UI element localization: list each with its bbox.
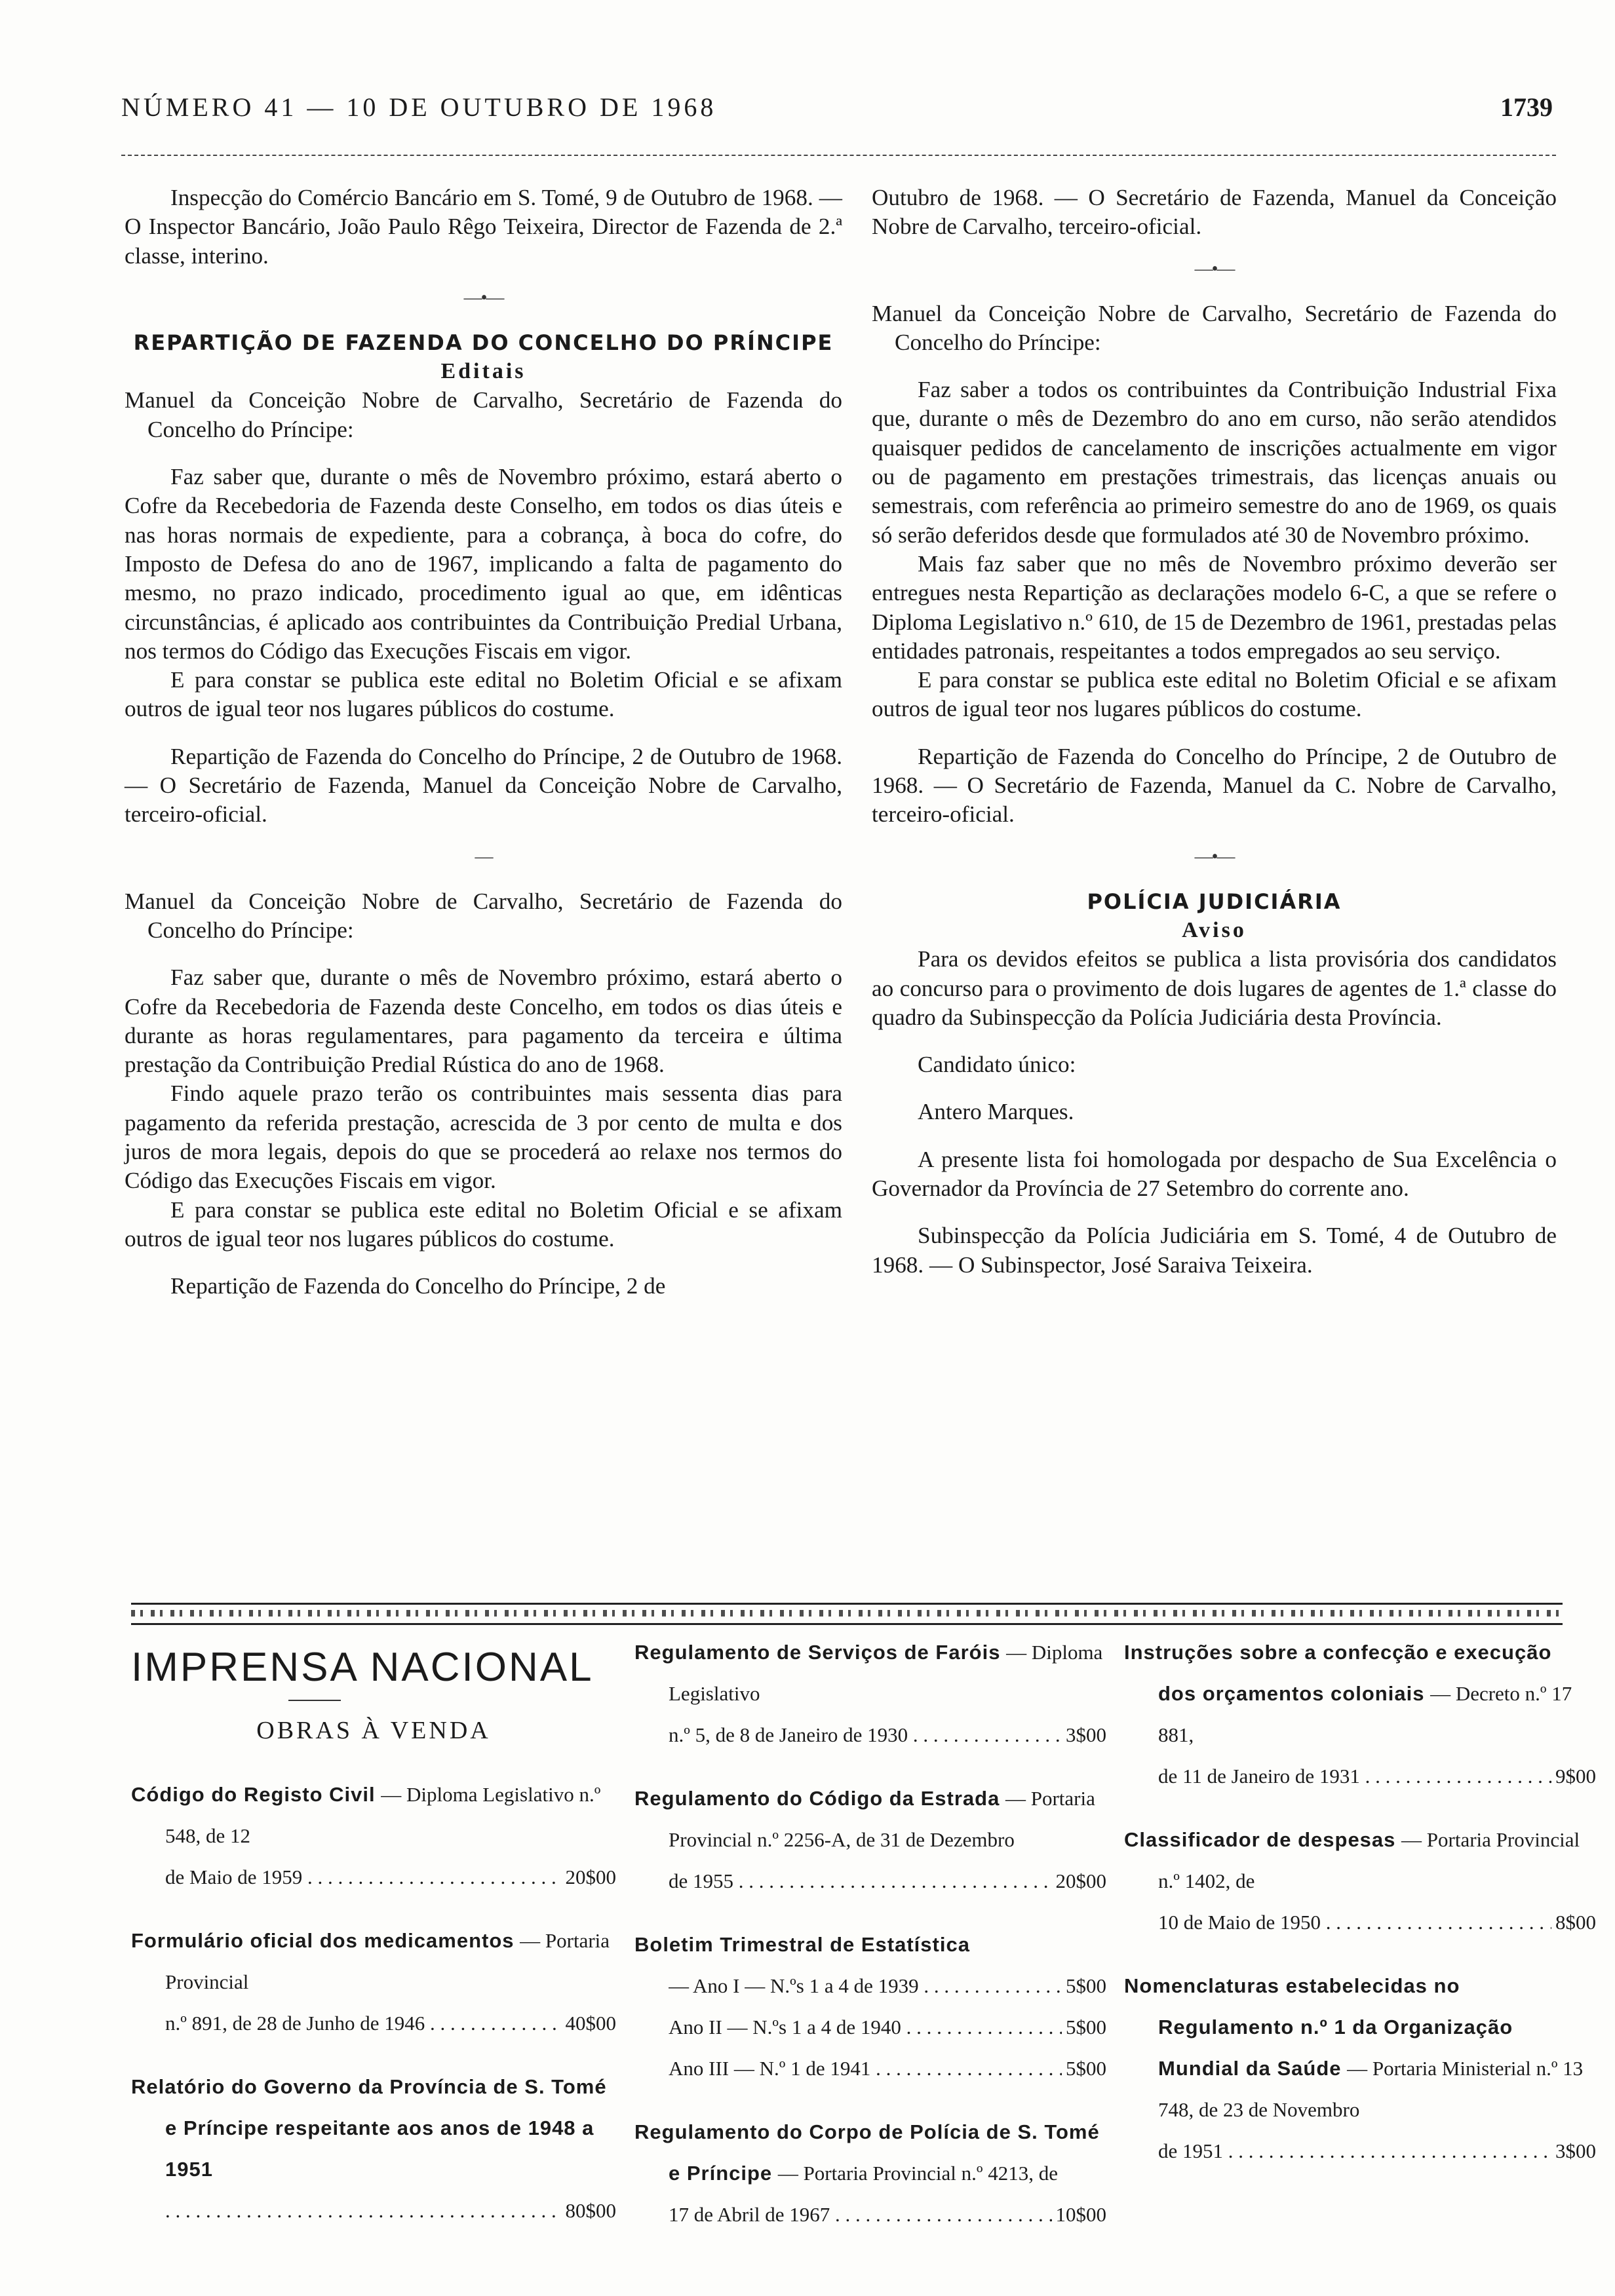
issue-line: NÚMERO 41 — 10 DE OUTUBRO DE 1968 — [121, 92, 717, 122]
listing-title: Boletim Trimestral de Estatística — [634, 1933, 970, 1956]
listing-title: Classificador de despesas — [1124, 1828, 1396, 1851]
aviso-candidate-label: Candidato único: — [918, 1052, 1076, 1078]
edital3-body2: Mais faz saber que no mês de Novembro próximo deverão ser entregues nesta Repartição as declarações modelo 6-C, a que se refere o Diploma Legislativo n.º 610, de 15 de Dezembro de 1961, prestadas pelas entidades patronais, respeitantes a todos empregados ao seu serviço. — [872, 550, 1557, 664]
page-header — [121, 92, 1553, 124]
listing-item: de 1955 . . . — [669, 1860, 1052, 1902]
listing-desc: — Portaria Provincial — [165, 1929, 610, 1993]
ornament-band — [131, 1603, 1563, 1625]
edital2-opening: Manuel da Conceição Nobre de Carvalho, Secretário de Fazenda do Concelho do Príncipe: — [125, 888, 842, 943]
listing-desc: — Portaria Ministerial n.º 13 748, de 23 de Novembro — [1158, 2057, 1584, 2121]
listing-title: Instruções sobre a confecção e execução dos orçamentos coloniais — [1124, 1641, 1552, 1705]
listing-price: 5$00 — [1066, 2057, 1106, 2080]
listing-price: 10$00 — [1055, 2203, 1106, 2226]
ad-column-2 — [634, 1632, 1106, 2257]
listing-title: Nomenclaturas estabelecidas no Regulamento n.º 1 da Organização Mundial da Saúde — [1124, 1974, 1513, 2080]
ornament-divider: ―•― — [1194, 846, 1234, 867]
aviso-body: Para os devidos efeitos se publica a lista provisória dos candidatos ao concurso para o provimento de dois lugares de agentes de 1.ª classe do quadro da Subinspecção da Polícia Judiciária desta Província. — [872, 946, 1557, 1030]
listing-item: n.º 5, de 8 de Janeiro de 1930 . . . — [669, 1714, 1062, 1755]
ornament-divider: ―•― — [463, 287, 503, 308]
listing-item: 17 de Abril de 1967 . . . — [669, 2194, 1052, 2235]
listing — [634, 2111, 1106, 2235]
listing-price: 80$00 — [565, 2199, 616, 2222]
listing-price: 8$00 — [1555, 1911, 1596, 1934]
listing — [131, 2066, 616, 2231]
signature-continuation: Outubro de 1968. — O Secretário de Fazenda, Manuel da Conceição Nobre de Carvalho, terceiro-oficial. — [872, 185, 1557, 240]
section-subtitle-aviso: Aviso — [1182, 917, 1247, 942]
listing-price: 40$00 — [565, 2012, 616, 2035]
listing-title: Regulamento do Corpo de Polícia de S. Tomé e Príncipe — [634, 2120, 1100, 2185]
listing-item: Ano II — N.ºs 1 a 4 de 1940 . . . — [669, 2006, 1062, 2048]
publisher-name: IMPRENSA NACIONAL — [131, 1645, 594, 1690]
right-column — [872, 183, 1557, 1280]
ad-subtitle: OBRAS À VENDA — [256, 1717, 491, 1744]
ad-column-3 — [1124, 1632, 1596, 2194]
ad-column-1 — [131, 1632, 616, 2253]
listing — [634, 1632, 1106, 1755]
listing-title: Formulário oficial dos medicamentos — [131, 1929, 515, 1952]
edital3-signature: Repartição de Fazenda do Concelho do Príncipe, 2 de Outubro de 1968. — O Secretário de Fazenda, Manuel da C. Nobre de Carvalho, terceiro-oficial. — [872, 743, 1557, 828]
edital2-body2: Findo aquele prazo terão os contribuintes mais sessenta dias para pagamento da referida prestação, acrescida de 3 por cento de multa e dos juros de mora legais, depois do que se procederá ao relaxe nos termos do Código das Execuções Fiscais em vigor. — [125, 1081, 842, 1194]
aviso-signature: Subinspecção da Polícia Judiciária em S. Tomé, 4 de Outubro de 1968. — O Subinspector, José Saraiva Teixeira. — [872, 1223, 1557, 1278]
header-rule — [121, 155, 1556, 156]
listing-item: 10 de Maio de 1950 . . . — [1158, 1902, 1551, 1943]
listing — [1124, 1632, 1596, 1797]
listing — [634, 1778, 1106, 1902]
listing — [634, 1924, 1106, 2089]
intro-notice: Inspecção do Comércio Bancário em S. Tomé, 9 de Outubro de 1968. — O Inspector Bancário, João Paulo Rêgo Teixeira, Director de Fazenda de 2.ª classe, interino. — [125, 185, 842, 269]
listing — [131, 1920, 616, 2044]
left-column — [125, 183, 842, 1301]
edital3-body: Faz saber a todos os contribuintes da Contribuição Industrial Fixa que, durante o mês de Dezembro do ano em curso, não serão atendidos quaisquer pedidos de cancelamento de inscrições actualmente em vigor ou de pagamento em prestações trimestrais, das licenças anuais ou semestrais, com referência ao primeiro semestre do ano de 1969, os quais só serão deferidos desde que formulados até 30 de Novembro próximo. — [872, 377, 1557, 548]
listing-title: Relatório do Governo da Província de S. Tomé e Príncipe respeitante aos anos de 1948 a 1951 — [131, 2075, 607, 2181]
listing-price: 9$00 — [1555, 1765, 1596, 1788]
listing-price: 3$00 — [1066, 1723, 1106, 1746]
edital2-signature-start: Repartição de Fazenda do Concelho do Príncipe, 2 de — [170, 1273, 666, 1299]
listing-desc: — Diploma Legislativo n.º 548, de 12 — [165, 1783, 601, 1847]
listing-item: de Maio de 1959 . . . — [165, 1856, 562, 1898]
page-number: 1739 — [1500, 92, 1553, 122]
publisher-rule — [288, 1700, 341, 1701]
section-subtitle-editais: Editais — [440, 359, 526, 384]
listing-item: Ano III — N.º 1 de 1941 . . . — [669, 2048, 1062, 2089]
aviso-homologation: A presente lista foi homologada por despacho de Sua Excelência o Governador da Província de 27 Setembro do corrente ano. — [872, 1146, 1557, 1202]
listing-desc: — Portaria Provincial n.º 2256-A, de 31 de Dezembro — [669, 1787, 1095, 1851]
listing — [1124, 1819, 1596, 1943]
listing-price: 20$00 — [1055, 1869, 1106, 1892]
edital3-opening: Manuel da Conceição Nobre de Carvalho, Secretário de Fazenda do Concelho do Príncipe: — [872, 300, 1557, 355]
edital1-opening: Manuel da Conceição Nobre de Carvalho, Secretário de Fazenda do Concelho do Príncipe: — [125, 387, 842, 442]
edital2-publish: E para constar se publica este edital no Boletim Oficial e se afixam outros de igual teor nos lugares públicos do costume. — [125, 1196, 842, 1252]
listing-desc: — Portaria Provincial n.º 1402, de — [1158, 1828, 1580, 1892]
ornament-divider: —•— — [1194, 258, 1234, 279]
listing-title: Código do Registo Civil — [131, 1783, 376, 1806]
section-title-policia: POLÍCIA JUDICIÁRIA — [1087, 889, 1342, 914]
listing-desc: — Ano I — N.ºs 1 a 4 de 1939 . . . — [669, 1965, 1062, 2006]
listing-item: de 1951 . . . — [1158, 2130, 1551, 2172]
ornament-divider: — — [475, 846, 492, 867]
listing-item: de 11 de Janeiro de 1931 . . . — [1158, 1755, 1551, 1797]
listing-desc: — Decreto n.º 17 881, — [1158, 1682, 1572, 1746]
section-title-reparticao: REPARTIÇÃO DE FAZENDA DO CONCELHO DO PRÍNCIPE — [133, 330, 834, 355]
edital1-publish: E para constar se publica este edital no Boletim Oficial e se afixam outros de igual teor nos lugares públicos do costume. — [125, 667, 842, 722]
listing-title: Regulamento do Código da Estrada — [634, 1787, 1000, 1810]
listing-desc: — Portaria Provincial n.º 4213, de — [777, 2162, 1058, 2185]
ornament-pattern — [131, 1610, 1563, 1617]
listing-price: 20$00 — [565, 1866, 616, 1888]
listing-item: n.º 891, de 28 de Junho de 1946 . . . — [165, 2002, 562, 2044]
edital2-body: Faz saber que, durante o mês de Novembro próximo, estará aberto o Cofre da Recebedoria de Fazenda deste Concelho, em todos os dias úteis e durante as horas regulamentares, para pagamento da terceira e última prestação da Contribuição Predial Rústica do ano de 1968. — [125, 965, 842, 1078]
listing-price: 5$00 — [1066, 1974, 1106, 1997]
listing-price: 3$00 — [1555, 2139, 1596, 2162]
edital1-body: Faz saber que, durante o mês de Novembro próximo, estará aberto o Cofre da Recebedoria de Fazenda deste Conselho, em todos os dias úteis e nas horas normais de expediente, para a cobrança, à boca do cofre, do Imposto de Defesa do ano de 1967, implicando a falta de pagamento do mesmo, no prazo indicado, procedimento igual ao que, em idênticas circunstâncias, é aplicado aos contribuintes da Contribuição Predial Urbana, nos termos do Código das Execuções Fiscais em vigor. — [125, 464, 842, 664]
aviso-candidate: Antero Marques. — [918, 1099, 1074, 1125]
edital1-signature: Repartição de Fazenda do Concelho do Príncipe, 2 de Outubro de 1968. — O Secretário de Fazenda, Manuel da Conceição Nobre de Carvalho, terceiro-oficial. — [125, 743, 842, 828]
listing-price: 5$00 — [1066, 2016, 1106, 2038]
listing-desc: — Diploma Legislativo — [669, 1641, 1103, 1705]
edital3-publish: E para constar se publica este edital no Boletim Oficial e se afixam outros de igual teor nos lugares públicos do costume. — [872, 667, 1557, 722]
listing — [1124, 1965, 1596, 2172]
listing-title: Regulamento de Serviços de Faróis — [634, 1641, 1001, 1664]
listing — [131, 1774, 616, 1898]
